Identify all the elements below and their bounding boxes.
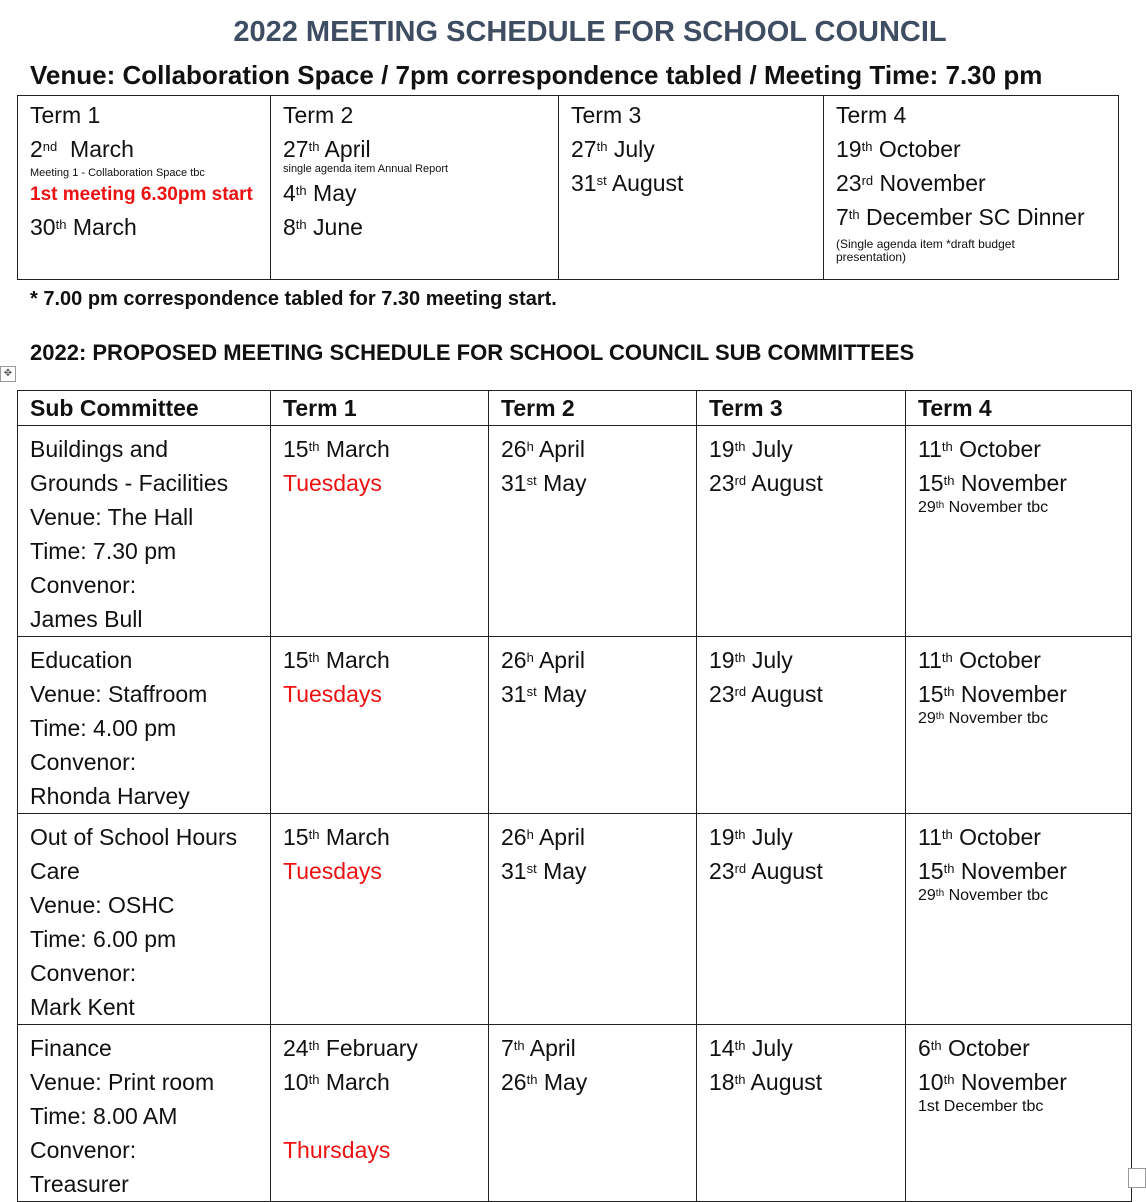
meeting-date: 19th July	[709, 824, 793, 850]
meeting-date: 19th July	[709, 647, 793, 673]
meeting-date: 2nd March	[30, 136, 134, 162]
term4-cell	[906, 426, 1132, 637]
subcommittee-table	[17, 390, 1132, 1202]
council-term1-cell	[18, 96, 271, 280]
committee-detail: Time: 7.30 pm	[30, 538, 177, 564]
section-title: 2022: PROPOSED MEETING SCHEDULE FOR SCHOOL COUNCIL SUB COMMITTEES	[30, 340, 915, 365]
meeting-note: Meeting 1 - Collaboration Space tbc	[30, 167, 205, 179]
meeting-date: 26$^h$ April	[501, 647, 585, 673]
meeting-date: 23rd November	[836, 170, 986, 196]
venue-line: Venue: Collaboration Space / 7pm correspondence tabled / Meeting Time: 7.30 pm	[30, 60, 1043, 90]
meeting-date: 14th July	[709, 1035, 793, 1061]
committee-detail: Time: 8.00 AM	[30, 1103, 178, 1129]
committee-detail: Convenor:	[30, 1137, 137, 1163]
committee-detail: Time: 6.00 pm	[30, 926, 177, 952]
term-label: Term 1	[30, 102, 101, 128]
term3-cell	[697, 637, 906, 814]
table-row	[18, 426, 1132, 637]
meeting-date: 27th April	[283, 136, 371, 162]
meeting-note: single agenda item Annual Report	[283, 163, 449, 175]
committee-detail: Convenor:	[30, 572, 137, 598]
meeting-date: 11th October	[918, 824, 1041, 850]
meeting-date: 4th May	[283, 180, 357, 206]
column-header: Term 2	[489, 391, 697, 426]
term2-cell	[489, 1025, 697, 1202]
meeting-date: 18th August	[709, 1069, 823, 1095]
meeting-date: 26th May	[501, 1069, 588, 1095]
meeting-date: 30th March	[30, 214, 137, 240]
column-header: Term 3	[697, 391, 906, 426]
meeting-day: Thursdays	[283, 1137, 391, 1163]
committee-detail: Venue: OSHC	[30, 892, 175, 918]
committee-detail: Rhonda Harvey	[30, 783, 190, 809]
spacer	[283, 1099, 488, 1133]
meeting-day: Tuesdays	[283, 681, 382, 707]
committee-name-cell	[18, 637, 271, 814]
meeting-date: 27th July	[571, 136, 655, 162]
column-header: Term 1	[271, 391, 489, 426]
committee-detail: Care	[30, 858, 80, 884]
committee-detail: Out of School Hours	[30, 824, 238, 850]
meeting-date: 6th October	[918, 1035, 1030, 1061]
meeting-date: 26$^h$ April	[501, 436, 585, 462]
term1-cell	[271, 1025, 489, 1202]
committee-detail: Convenor:	[30, 960, 137, 986]
meeting-date: 19th October	[836, 136, 961, 162]
tbc-date: 29th November tbc	[918, 710, 1049, 727]
term3-cell	[697, 814, 906, 1025]
committee-detail: Treasurer	[30, 1171, 129, 1197]
tbc-date: 1st December tbc	[918, 1098, 1044, 1115]
meeting-date: 23rd August	[709, 858, 823, 884]
meeting-date: 7th April	[501, 1035, 576, 1061]
page-title: 2022 MEETING SCHEDULE FOR SCHOOL COUNCIL	[233, 16, 947, 48]
council-term3-cell	[559, 96, 824, 280]
meeting-date: 10th November	[918, 1069, 1067, 1095]
term3-cell	[697, 1025, 906, 1202]
meeting-date: 15th March	[283, 436, 390, 462]
meeting-date: 11th October	[918, 647, 1041, 673]
term2-cell	[489, 426, 697, 637]
committee-detail: Mark Kent	[30, 994, 135, 1020]
term4-cell	[906, 814, 1132, 1025]
committee-name-cell	[18, 814, 271, 1025]
committee-detail: Grounds - Facilities	[30, 470, 229, 496]
meeting-date: 15th November	[918, 858, 1067, 884]
meeting-day: Tuesdays	[283, 470, 382, 496]
term3-cell	[697, 426, 906, 637]
table-resize-handle[interactable]	[1128, 1168, 1146, 1188]
meeting-note: (Single agenda item *draft budget presentation)	[836, 237, 1015, 264]
committee-detail: Finance	[30, 1035, 112, 1061]
meeting-date: 15th March	[283, 647, 390, 673]
council-schedule-table	[17, 95, 1119, 280]
meeting-date: 31st August	[571, 170, 684, 196]
tbc-date: 29th November tbc	[918, 887, 1049, 904]
column-header: Sub Committee	[18, 391, 271, 426]
table-move-handle-icon[interactable]: ✥	[0, 366, 16, 382]
committee-name-cell	[18, 1025, 271, 1202]
committee-detail: Venue: Staffroom	[30, 681, 208, 707]
table-row	[18, 1025, 1132, 1202]
meeting-date: 24th February	[283, 1035, 418, 1061]
meeting-date: 31st May	[501, 681, 587, 707]
committee-detail: Convenor:	[30, 749, 137, 775]
header-row	[18, 391, 1132, 426]
column-header: Term 4	[906, 391, 1132, 426]
term-label: Term 2	[283, 102, 354, 128]
committee-detail: James Bull	[30, 606, 143, 632]
meeting-date: 23rd August	[709, 470, 823, 496]
meeting-day: Tuesdays	[283, 858, 382, 884]
council-term2-cell	[271, 96, 559, 280]
meeting-date: 15th March	[283, 824, 390, 850]
meeting-date: 7th December SC Dinner	[836, 204, 1085, 230]
meeting-date: 19th July	[709, 436, 793, 462]
meeting-date: 31st May	[501, 470, 587, 496]
table-row	[18, 637, 1132, 814]
meeting-date: 15th November	[918, 470, 1067, 496]
meeting-date: 15th November	[918, 681, 1067, 707]
meeting-date: 26$^h$ April	[501, 824, 585, 850]
term1-cell	[271, 426, 489, 637]
committee-detail: Buildings and	[30, 436, 169, 462]
term1-cell	[271, 814, 489, 1025]
term1-cell	[271, 637, 489, 814]
term2-cell	[489, 814, 697, 1025]
table-row	[18, 814, 1132, 1025]
meeting-date: 8th June	[283, 214, 363, 240]
first-meeting-note: 1st meeting 6.30pm start	[30, 184, 253, 205]
council-term4-cell	[824, 96, 1119, 280]
meeting-date: 31st May	[501, 858, 587, 884]
committee-detail: Education	[30, 647, 133, 673]
term4-cell	[906, 637, 1132, 814]
meeting-date: 23rd August	[709, 681, 823, 707]
meeting-date: 10th March	[283, 1069, 390, 1095]
meeting-date: 11th October	[918, 436, 1041, 462]
committee-name-cell	[18, 426, 271, 637]
committee-detail: Venue: The Hall	[30, 504, 194, 530]
committee-detail: Venue: Print room	[30, 1069, 215, 1095]
term2-cell	[489, 637, 697, 814]
term-label: Term 4	[836, 102, 907, 128]
committee-detail: Time: 4.00 pm	[30, 715, 177, 741]
footnote: * 7.00 pm correspondence tabled for 7.30 meeting start.	[30, 288, 557, 310]
term4-cell	[906, 1025, 1132, 1202]
tbc-date: 29th November tbc	[918, 499, 1049, 516]
term-label: Term 3	[571, 102, 642, 128]
